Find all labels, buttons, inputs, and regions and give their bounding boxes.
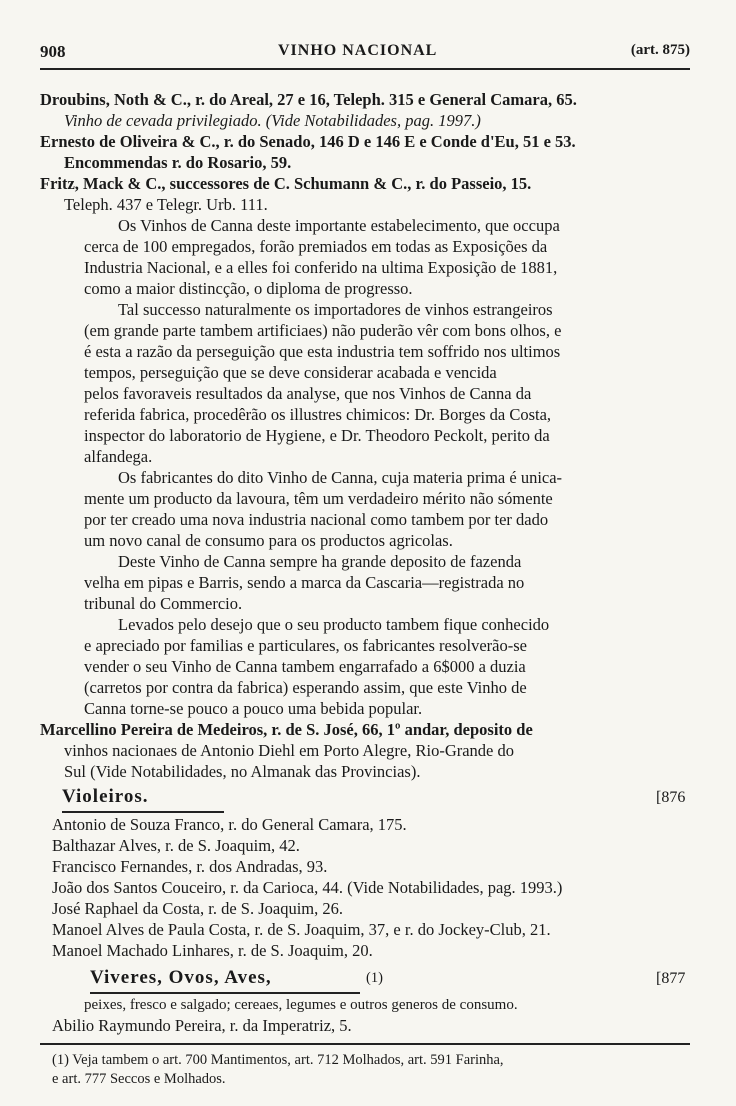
page-number: 908: [40, 42, 66, 61]
entry-marcellino-line2: vinhos nacionaes de Antonio Diehl em Porto Alegre, Rio-Grande do: [64, 741, 514, 760]
section-number: [877: [656, 970, 686, 987]
paragraph-line: Deste Vinho de Canna sempre ha grande deposito de fazenda: [118, 552, 522, 571]
paragraph-line: inspector do laboratorio de Hygiene, e Dr. Theodoro Peckolt, perito da: [84, 426, 550, 445]
entry-ernesto-line2: Encommendas r. do Rosario, 59.: [64, 153, 292, 172]
page-header: [40, 42, 690, 66]
paragraph-line: (em grande parte tambem artificiaes) não puderão vêr com bons olhos, e: [84, 321, 562, 340]
paragraph-line: pelos favoraveis resultados da analyse, que nos Vinhos de Canna da: [84, 384, 532, 403]
paragraph-line: alfandega.: [84, 447, 153, 466]
paragraph-line: Tal successo naturalmente os importadores de vinhos estrangeiros: [118, 300, 553, 319]
paragraph-line: Levados pelo desejo que o seu producto tambem fique conhecido: [118, 615, 550, 634]
footnote-line: (1) Veja tambem o art. 700 Mantimentos, art. 712 Molhados, art. 591 Farinha,: [52, 1052, 504, 1068]
list-item: Francisco Fernandes, r. dos Andradas, 93.: [52, 857, 328, 876]
paragraph-line: mente um producto da lavoura, têm um verdadeiro mérito não sómente: [84, 489, 553, 508]
paragraph-line: Os Vinhos de Canna deste importante estabelecimento, que occupa: [118, 216, 560, 235]
list-item: Balthazar Alves, r. de S. Joaquim, 42.: [52, 836, 300, 855]
entry-droubins-line1: Droubins, Noth & C., r. do Areal, 27 e 16, Teleph. 315 e General Camara, 65.: [40, 90, 577, 109]
header-rule: [40, 68, 690, 70]
paragraph-line: velha em pipas e Barris, sendo a marca da Cascaria—registrada no: [84, 573, 525, 592]
entry-fritz-line1: Fritz, Mack & C., successores de C. Schumann & C., r. do Passeio, 15.: [40, 174, 532, 193]
paragraph-line: Canna torne-se pouco a pouco uma bebida popular.: [84, 699, 423, 718]
list-item: Antonio de Souza Franco, r. do General Camara, 175.: [52, 815, 407, 834]
paragraph-line: cerca de 100 empregados, forão premiados em todas as Exposições da: [84, 237, 548, 256]
paragraph-line: tribunal do Commercio.: [84, 594, 243, 613]
footnote-marker: (1): [366, 970, 383, 986]
paragraph-line: referida fabrica, procedêrão os illustres chimicos: Dr. Borges da Costa,: [84, 405, 552, 424]
list-item: Manoel Alves de Paula Costa, r. de S. Joaquim, 37, e r. do Jockey-Club, 21.: [52, 920, 551, 939]
section-number: [876: [656, 789, 686, 806]
article-reference: (art. 875): [630, 42, 690, 58]
entry-fritz-line2: Teleph. 437 e Telegr. Urb. 111.: [64, 195, 268, 214]
paragraph-line: vender o seu Vinho de Canna tambem engarrafado a 6$000 a duzia: [84, 657, 526, 676]
section-title-underline: [62, 811, 224, 813]
entry-droubins-line2: Vinho de cevada privilegiado. (Vide Notabilidades, pag. 1997.): [64, 111, 481, 130]
paragraph-line: Industria Nacional, e a elles foi conferido na ultima Exposição de 1881,: [84, 258, 558, 277]
list-item: José Raphael da Costa, r. de S. Joaquim, 26.: [52, 899, 344, 918]
section-title: Viveres, Ovos, Aves,: [90, 967, 272, 988]
paragraph-line: e apreciado por familias e particulares, os fabricantes resolverão-se: [84, 636, 527, 655]
entry-marcellino-line1: Marcellino Pereira de Medeiros, r. de S. José, 66, 1º andar, deposito de: [40, 720, 533, 739]
paragraph-line: como a maior distincção, o diploma de progresso.: [84, 279, 413, 298]
paragraph-line: um novo canal de consumo para os productos agricolas.: [84, 531, 453, 550]
entry-ernesto-line1: Ernesto de Oliveira & C., r. do Senado, 146 D e 146 E e Conde d'Eu, 51 e 53.: [40, 132, 576, 151]
list-item: Manoel Machado Linhares, r. de S. Joaquim, 20.: [52, 941, 373, 960]
paragraph-line: (carretos por contra da fabrica) esperando assim, que este Vinho de: [84, 678, 527, 697]
paragraph-line: Os fabricantes do dito Vinho de Canna, cuja materia prima é unica-: [118, 468, 563, 487]
section-subtitle: peixes, fresco e salgado; cereaes, legumes e outros generos de consumo.: [84, 997, 518, 1013]
paragraph-line: por ter creado uma nova industria nacional como tambem por ter dado: [84, 510, 549, 529]
paragraph-line: é esta a razão da perseguição que esta industria tem soffrido nos ultimos: [84, 342, 561, 361]
list-item: Abilio Raymundo Pereira, r. da Imperatriz, 5.: [52, 1016, 352, 1035]
paragraph-line: tempos, perseguição que se deve considerar acabada e vencida: [84, 363, 497, 382]
footnote-rule: [40, 1043, 690, 1045]
section-title: Violeiros.: [62, 786, 149, 807]
entry-marcellino-line3: Sul (Vide Notabilidades, no Almanak das Provincias).: [64, 762, 421, 781]
list-item: João dos Santos Couceiro, r. da Carioca, 44. (Vide Notabilidades, pag. 1993.): [52, 878, 563, 897]
running-title: VINHO NACIONAL: [278, 42, 438, 59]
footnote-line: e art. 777 Seccos e Molhados.: [52, 1071, 226, 1087]
